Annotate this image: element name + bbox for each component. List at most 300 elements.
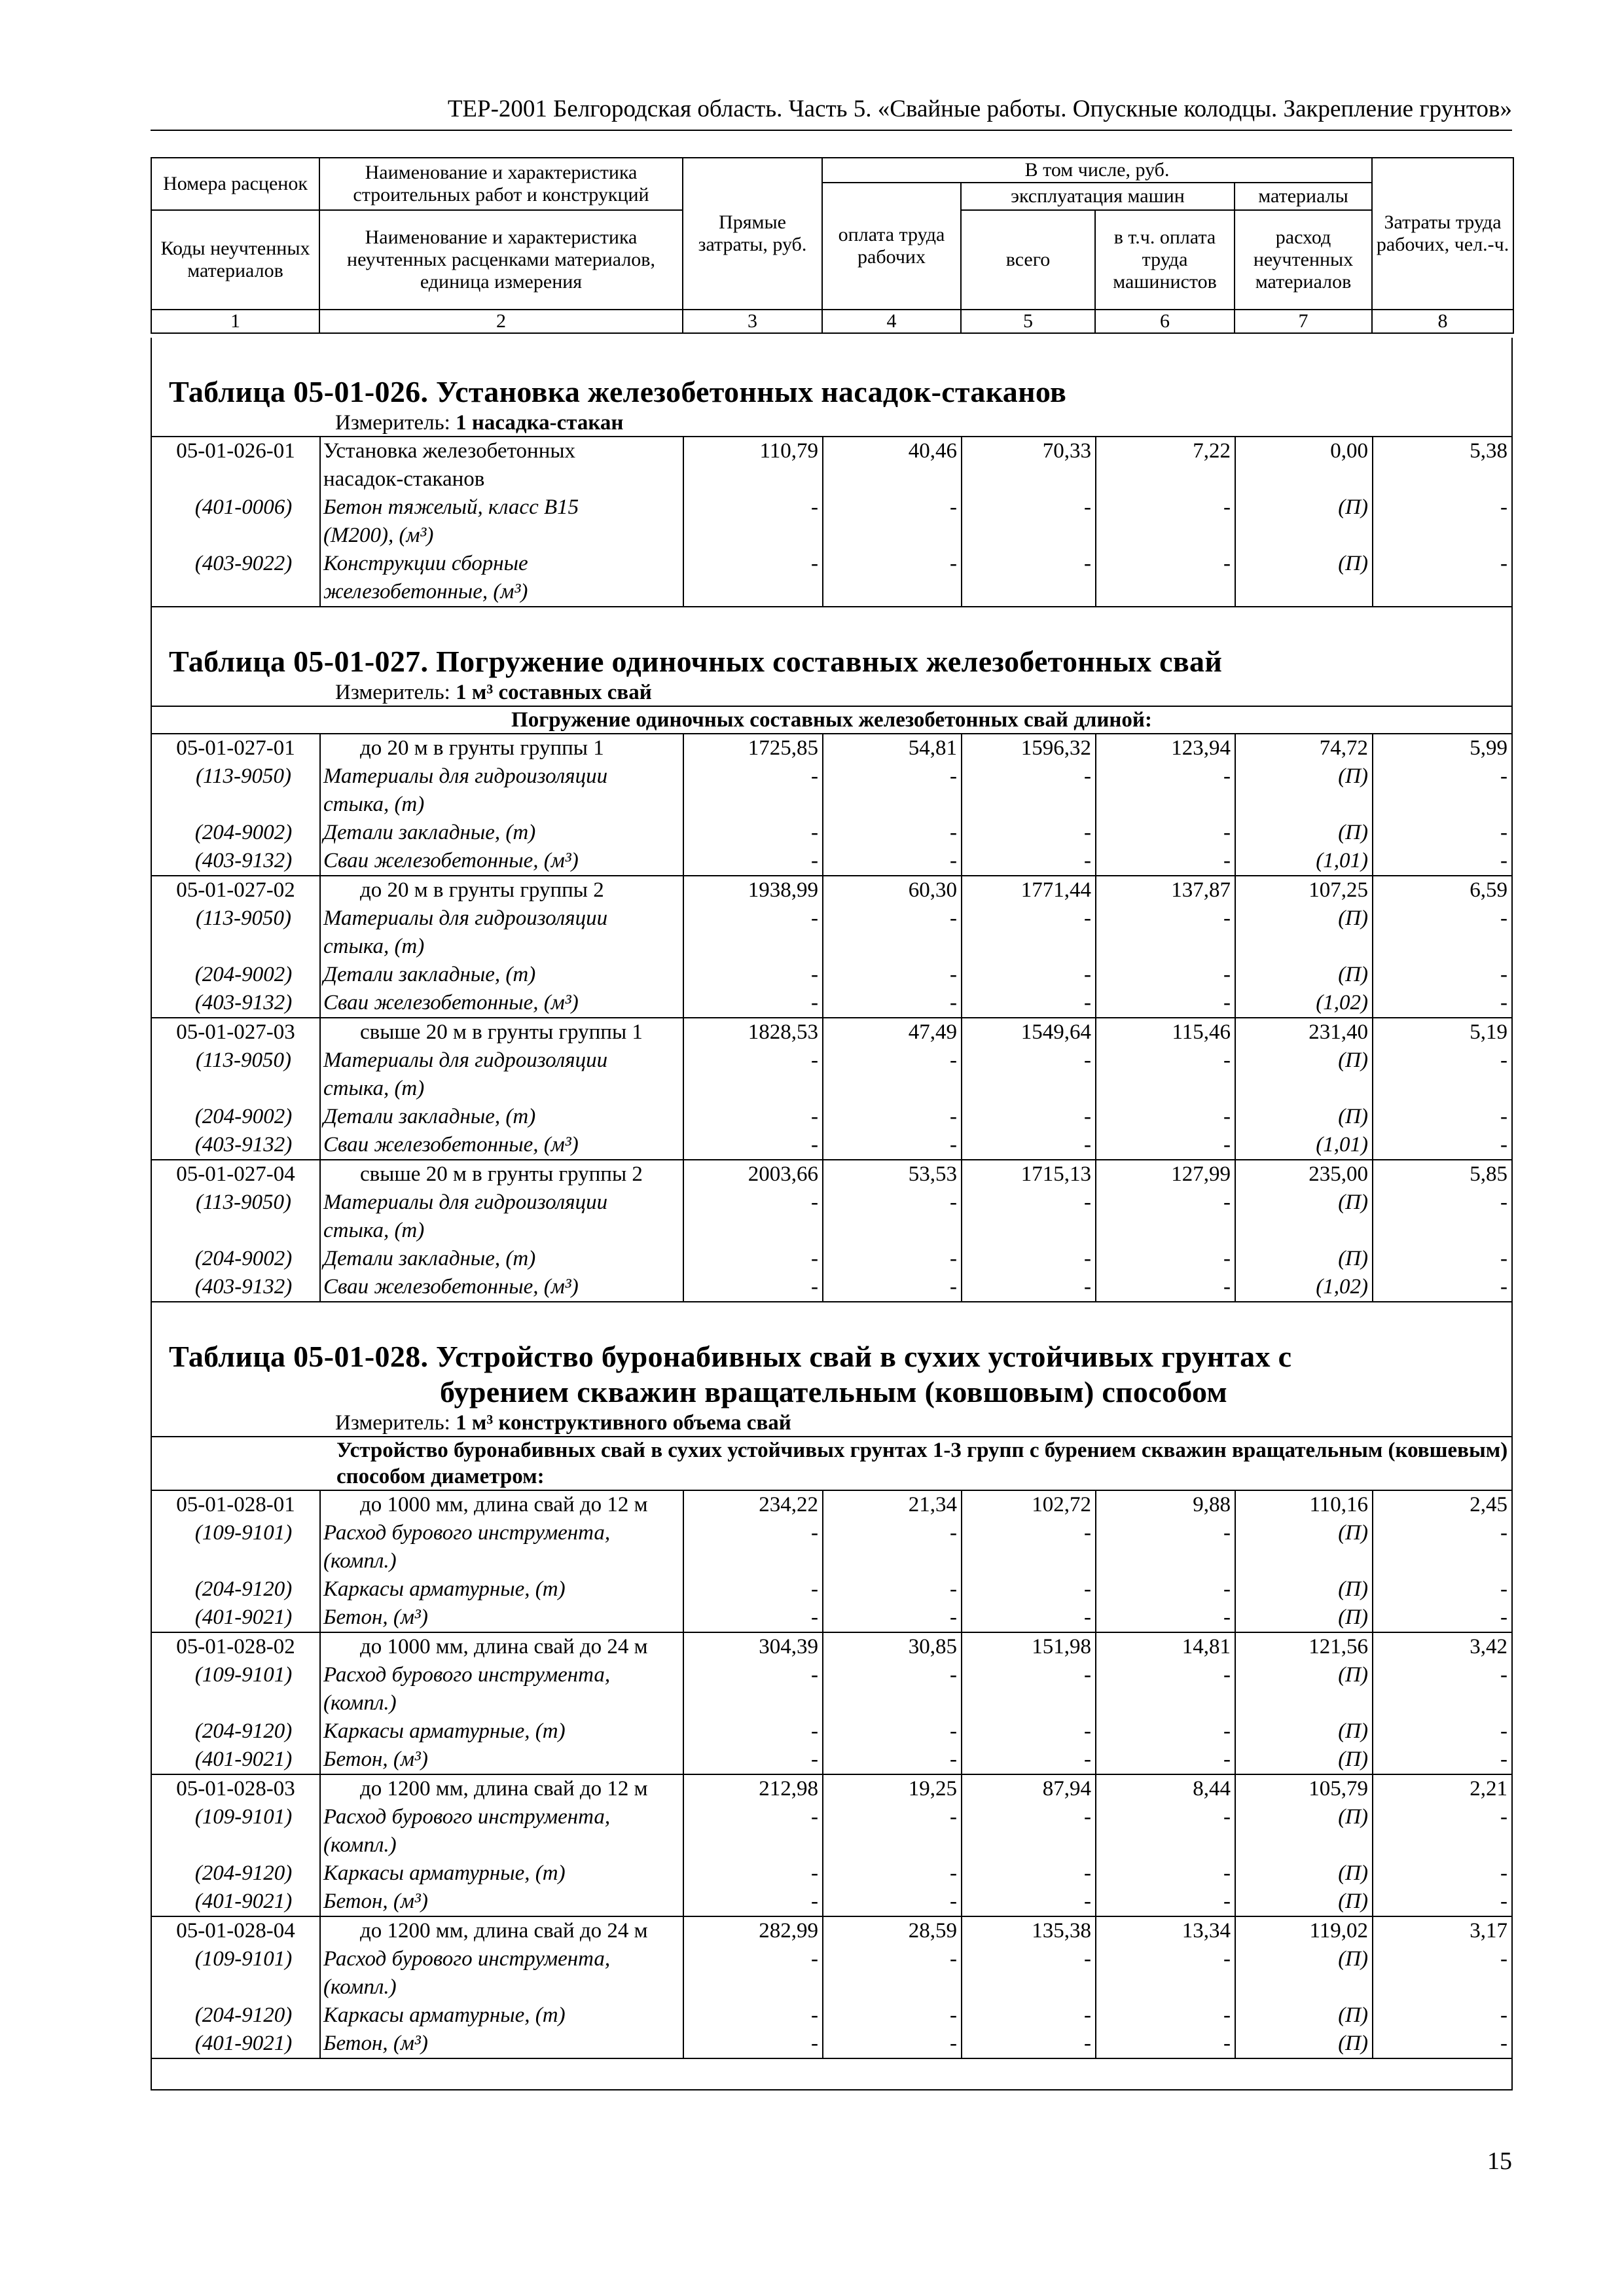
value-c7: (П) <box>1235 1746 1373 1774</box>
value-c8: - <box>1373 905 1511 961</box>
value-c8: 2,21 <box>1373 1774 1511 1803</box>
col2-header-bottom: Наименование и характеристика неучтенных расценками материалов, единица измерения <box>319 210 683 310</box>
unit-value: 1 м³ конструктивного объема свай <box>456 1411 791 1435</box>
name-line: Детали закладные, (т) <box>323 963 536 986</box>
value-c7: (П) <box>1235 1047 1373 1103</box>
material-row <box>152 819 1511 847</box>
value-c7: (П) <box>1235 1103 1373 1131</box>
value-c8: 5,99 <box>1373 734 1511 762</box>
page-number: 15 <box>1487 2147 1512 2175</box>
value-c5: 151,98 <box>962 1632 1096 1661</box>
name-line: Каркасы арматурные, (т) <box>323 2003 566 2027</box>
material-row <box>152 493 1511 550</box>
value-c7: (П) <box>1235 2001 1373 2030</box>
value-c7: (П) <box>1235 905 1373 961</box>
value-c6: - <box>1096 1803 1235 1859</box>
name-line: Расход бурового инструмента, <box>323 1805 611 1829</box>
value-c5: - <box>962 1245 1096 1273</box>
table-title <box>152 1339 1511 1410</box>
value-c3: - <box>683 1859 823 1888</box>
value-c3: - <box>683 961 823 989</box>
value-c6: - <box>1096 1661 1235 1717</box>
material-name <box>320 1945 683 2001</box>
rates-table <box>152 436 1511 607</box>
value-c3: - <box>683 1604 823 1632</box>
tables-body <box>151 338 1513 2090</box>
value-c7: (П) <box>1235 819 1373 847</box>
name-line: Детали закладные, (т) <box>323 1105 536 1128</box>
unit-line <box>152 1410 1511 1436</box>
value-c7: 74,72 <box>1235 734 1373 762</box>
value-c4: - <box>823 1131 962 1160</box>
col1-header-bottom: Коды неучтенных материалов <box>151 210 319 310</box>
value-c7: (П) <box>1235 1189 1373 1245</box>
material-code: (113-9050) <box>195 906 292 930</box>
unit-label: Измеритель: <box>335 681 450 704</box>
value-c8: 3,42 <box>1373 1632 1511 1661</box>
value-c5: 1596,32 <box>962 734 1096 762</box>
value-c6: - <box>1096 1519 1235 1575</box>
name-line: Каркасы арматурные, (т) <box>323 1861 566 1885</box>
value-c5: - <box>962 1859 1096 1888</box>
column-number-cell: 7 <box>1235 310 1372 333</box>
value-c8: - <box>1373 1575 1511 1604</box>
material-row <box>152 550 1511 607</box>
name-line: до 1000 мм, длина свай до 24 м <box>360 1635 648 1659</box>
value-c3: 1725,85 <box>683 734 823 762</box>
material-row <box>152 2030 1511 2058</box>
value-c8: - <box>1373 493 1511 550</box>
value-c4: - <box>823 1661 962 1717</box>
value-c8: 2,45 <box>1373 1490 1511 1519</box>
value-c6: - <box>1096 1945 1235 2001</box>
name-line: Бетон, (м³) <box>323 1605 428 1629</box>
value-c7: 231,40 <box>1235 1018 1373 1047</box>
value-c3: 2003,66 <box>683 1160 823 1189</box>
value-c4: - <box>823 1273 962 1302</box>
material-code: (113-9050) <box>195 1049 292 1072</box>
rate-row <box>152 734 1511 762</box>
value-c5: - <box>962 1717 1096 1746</box>
column-number-row <box>151 310 1513 333</box>
value-c7: (П) <box>1235 1717 1373 1746</box>
value-c4: - <box>823 1945 962 2001</box>
material-code: (109-9101) <box>194 1663 293 1687</box>
value-c8: - <box>1373 819 1511 847</box>
value-c4: 19,25 <box>823 1774 962 1803</box>
value-c4: - <box>823 1575 962 1604</box>
column-number-cell: 8 <box>1372 310 1513 333</box>
value-c4: - <box>823 2030 962 2058</box>
value-c5: - <box>962 1604 1096 1632</box>
material-code: (401-9021) <box>194 1748 293 1771</box>
name-line: Установка железобетонных <box>323 439 576 463</box>
materials-header: материалы <box>1235 183 1372 210</box>
value-c8: - <box>1373 2001 1511 2030</box>
material-code: (113-9050) <box>195 764 292 788</box>
table-title-text: Таблица 05-01-027. Погружение одиночных составных железобетонных свай <box>169 645 1223 678</box>
material-row <box>152 762 1511 819</box>
material-row <box>152 1103 1511 1131</box>
value-c5: - <box>962 905 1096 961</box>
value-c8: - <box>1373 550 1511 607</box>
value-c3: - <box>683 1746 823 1774</box>
name-line: до 1000 мм, длина свай до 12 м <box>360 1493 648 1516</box>
material-code: (401-0006) <box>194 495 293 519</box>
value-c5: - <box>962 762 1096 819</box>
material-code: (401-9021) <box>194 1890 293 1913</box>
table-title-text: Таблица 05-01-026. Установка железобетонных насадок-стаканов <box>169 375 1067 408</box>
material-name <box>320 1047 683 1103</box>
value-c7: 119,02 <box>1235 1916 1373 1945</box>
value-c4: - <box>823 1519 962 1575</box>
value-c5: 1549,64 <box>962 1018 1096 1047</box>
value-c4: - <box>823 1746 962 1774</box>
material-name <box>320 493 683 550</box>
name-line: Сваи железобетонные, (м³) <box>323 849 579 872</box>
work-name <box>320 1916 683 1945</box>
name-line: до 1200 мм, длина свай до 12 м <box>360 1777 648 1801</box>
value-c4: 21,34 <box>823 1490 962 1519</box>
material-name <box>320 1131 683 1160</box>
value-c6: 14,81 <box>1096 1632 1235 1661</box>
value-c6: - <box>1096 2001 1235 2030</box>
name-line: (компл.) <box>323 1691 397 1715</box>
value-c5: - <box>962 2030 1096 2058</box>
value-c6: 8,44 <box>1096 1774 1235 1803</box>
material-row <box>152 1746 1511 1774</box>
value-c7: (П) <box>1235 1604 1373 1632</box>
value-c4: 60,30 <box>823 876 962 905</box>
value-c6: 115,46 <box>1096 1018 1235 1047</box>
value-c3: - <box>683 989 823 1018</box>
name-line: Детали закладные, (т) <box>323 821 536 844</box>
value-c5: - <box>962 1047 1096 1103</box>
value-c4: - <box>823 1717 962 1746</box>
name-line: Расход бурового инструмента, <box>323 1521 611 1545</box>
value-c7: (П) <box>1235 2030 1373 2058</box>
value-c8: 5,38 <box>1373 437 1511 493</box>
value-c7: (П) <box>1235 1519 1373 1575</box>
value-c6: 7,22 <box>1096 437 1235 493</box>
value-c8: 3,17 <box>1373 1916 1511 1945</box>
value-c4: 54,81 <box>823 734 962 762</box>
work-name <box>320 1490 683 1519</box>
material-code: (204-9002) <box>194 1105 293 1128</box>
value-c4: - <box>823 2001 962 2030</box>
rate-code: 05-01-027-03 <box>152 1018 320 1047</box>
material-name <box>320 1273 683 1302</box>
material-name <box>320 1859 683 1888</box>
material-code: (401-9021) <box>152 2030 320 2058</box>
machines-header: эксплуатация машин <box>961 183 1235 210</box>
value-c5: - <box>962 1746 1096 1774</box>
value-c4: - <box>823 1047 962 1103</box>
value-c3: - <box>683 2001 823 2030</box>
name-line: (М200), (м³) <box>323 524 434 547</box>
name-line: Сваи железобетонные, (м³) <box>323 1133 579 1157</box>
material-name <box>320 1717 683 1746</box>
value-c4: 30,85 <box>823 1632 962 1661</box>
value-c3: - <box>683 762 823 819</box>
material-name <box>320 1604 683 1632</box>
value-c5: - <box>962 1575 1096 1604</box>
value-c3: - <box>683 1519 823 1575</box>
material-name <box>320 989 683 1018</box>
material-row <box>152 1859 1511 1888</box>
value-c4: - <box>823 847 962 876</box>
value-c4: - <box>823 1103 962 1131</box>
col6-header: в т.ч. оплата труда машинистов <box>1095 210 1235 310</box>
rate-row <box>152 1916 1511 1945</box>
value-c6: - <box>1096 1746 1235 1774</box>
value-c8: - <box>1373 989 1511 1018</box>
value-c8: - <box>1373 1245 1511 1273</box>
value-c5: - <box>962 819 1096 847</box>
unit-value: 1 м³ составных свай <box>456 681 652 704</box>
material-code: (403-9132) <box>194 849 293 872</box>
name-line: стыка, (т) <box>323 935 425 958</box>
value-c4: - <box>823 961 962 989</box>
column-number-cell: 4 <box>822 310 961 333</box>
material-code: (403-9022) <box>152 550 320 607</box>
rate-row <box>152 1774 1511 1803</box>
value-c8: - <box>1373 961 1511 989</box>
material-code: (109-9101) <box>194 1805 293 1829</box>
value-c3: - <box>683 2030 823 2058</box>
running-header: ТЕР-2001 Белгородская область. Часть 5. «Свайные работы. Опускные колодцы. Закрепление грунтов» <box>447 96 1512 122</box>
unit-label: Измеритель: <box>335 411 450 435</box>
col3-header: Прямые затраты, руб. <box>683 158 822 310</box>
value-c5: - <box>962 847 1096 876</box>
value-c6: 13,34 <box>1096 1916 1235 1945</box>
material-name <box>320 1803 683 1859</box>
name-line: Каркасы арматурные, (т) <box>323 1577 566 1601</box>
value-c5: - <box>962 1888 1096 1916</box>
value-c5: - <box>962 1103 1096 1131</box>
value-c3: 110,79 <box>683 437 823 493</box>
value-c8: 5,85 <box>1373 1160 1511 1189</box>
value-c8: - <box>1373 1189 1511 1245</box>
value-c7: 121,56 <box>1235 1632 1373 1661</box>
material-code: (403-9132) <box>194 991 293 1014</box>
material-code: (204-9002) <box>194 963 293 986</box>
value-c8: - <box>1373 847 1511 876</box>
value-c5: 135,38 <box>962 1916 1096 1945</box>
material-row <box>152 1273 1511 1302</box>
rate-code: 05-01-028-03 <box>152 1774 320 1803</box>
value-c8: - <box>1373 1047 1511 1103</box>
value-c3: - <box>683 1273 823 1302</box>
value-c4: - <box>823 1888 962 1916</box>
material-code: (204-9002) <box>194 1247 293 1270</box>
value-c7: (П) <box>1235 1245 1373 1273</box>
value-c3: - <box>683 1131 823 1160</box>
value-c3: - <box>683 1803 823 1859</box>
value-c6: - <box>1096 1103 1235 1131</box>
material-name <box>320 1189 683 1245</box>
value-c4: - <box>823 1604 962 1632</box>
table-title <box>152 374 1511 410</box>
value-c7: 0,00 <box>1235 437 1373 493</box>
value-c4: 28,59 <box>823 1916 962 1945</box>
material-row <box>152 847 1511 876</box>
name-line: до 1200 мм, длина свай до 24 м <box>360 1919 648 1943</box>
value-c5: - <box>962 1519 1096 1575</box>
value-c3: 304,39 <box>683 1632 823 1661</box>
name-line: Бетон тяжелый, класс В15 <box>323 495 579 519</box>
material-name <box>320 819 683 847</box>
value-c8: - <box>1373 2030 1511 2058</box>
value-c7: (1,01) <box>1235 847 1373 876</box>
material-name <box>320 1575 683 1604</box>
name-line: Материалы для гидроизоляции <box>323 906 608 930</box>
value-c8: - <box>1373 1859 1511 1888</box>
material-name <box>320 2001 683 2030</box>
value-c8: - <box>1373 1945 1511 2001</box>
name-line: Бетон, (м³) <box>323 2032 428 2055</box>
material-name <box>320 1661 683 1717</box>
value-c8: - <box>1373 1604 1511 1632</box>
value-c5: 87,94 <box>962 1774 1096 1803</box>
col2-header-top: Наименование и характеристика строительных работ и конструкций <box>319 158 683 210</box>
value-c5: - <box>962 1661 1096 1717</box>
value-c3: - <box>683 819 823 847</box>
name-line: Каркасы арматурные, (т) <box>323 1719 566 1743</box>
rate-row <box>152 876 1511 905</box>
rate-code: 05-01-026-01 <box>152 437 320 493</box>
material-name <box>320 2030 683 2058</box>
name-line: (компл.) <box>323 1975 397 1999</box>
col4-header: оплата труда рабочих <box>822 183 961 310</box>
unit-label: Измеритель: <box>335 1411 450 1435</box>
value-c3: 1828,53 <box>683 1018 823 1047</box>
name-line: Материалы для гидроизоляции <box>323 764 608 788</box>
value-c6: - <box>1096 493 1235 550</box>
rates-table <box>152 733 1511 1302</box>
value-c7: 110,16 <box>1235 1490 1373 1519</box>
name-line: (компл.) <box>323 1833 397 1857</box>
value-c4: 40,46 <box>823 437 962 493</box>
material-code: (403-9132) <box>152 1273 320 1302</box>
name-line: Бетон, (м³) <box>323 1748 428 1771</box>
rate-row <box>152 1632 1511 1661</box>
col5-header: всего <box>961 210 1095 310</box>
value-c7: 105,79 <box>1235 1774 1373 1803</box>
unit-line <box>152 410 1511 436</box>
value-c6: 137,87 <box>1096 876 1235 905</box>
value-c6: - <box>1096 961 1235 989</box>
value-c3: - <box>683 1047 823 1103</box>
work-name <box>320 1774 683 1803</box>
value-c3: - <box>683 847 823 876</box>
name-line: Бетон, (м³) <box>323 1890 428 1913</box>
name-line: Сваи железобетонные, (м³) <box>323 991 579 1014</box>
value-c8: 5,19 <box>1373 1018 1511 1047</box>
name-line: стыка, (т) <box>323 793 425 816</box>
value-c8: - <box>1373 1103 1511 1131</box>
table-title <box>152 644 1511 679</box>
rate-code: 05-01-028-02 <box>152 1632 320 1661</box>
value-c4: - <box>823 1803 962 1859</box>
value-c6: 127,99 <box>1096 1160 1235 1189</box>
material-row <box>152 1189 1511 1245</box>
material-row <box>152 1803 1511 1859</box>
value-c6: - <box>1096 1131 1235 1160</box>
value-c6: - <box>1096 847 1235 876</box>
value-c3: - <box>683 1575 823 1604</box>
work-name <box>320 734 683 762</box>
material-row <box>152 1661 1511 1717</box>
value-c6: - <box>1096 1189 1235 1245</box>
rate-row <box>152 1160 1511 1189</box>
value-c5: - <box>962 1803 1096 1859</box>
value-c6: - <box>1096 1859 1235 1888</box>
value-c6: - <box>1096 1604 1235 1632</box>
rate-code: 05-01-027-01 <box>152 734 320 762</box>
name-line: Конструкции сборные <box>323 552 528 575</box>
value-c6: - <box>1096 1245 1235 1273</box>
name-line: железобетонные, (м³) <box>323 580 528 603</box>
column-number-cell: 1 <box>151 310 319 333</box>
value-c5: 1771,44 <box>962 876 1096 905</box>
value-c6: - <box>1096 905 1235 961</box>
table-title-text: Таблица 05-01-028. Устройство буронабивных свай в сухих устойчивых грунтах с <box>169 1340 1292 1373</box>
name-line: Сваи железобетонные, (м³) <box>323 1275 579 1299</box>
value-c4: - <box>823 1189 962 1245</box>
value-c5: 70,33 <box>962 437 1096 493</box>
material-name <box>320 1245 683 1273</box>
value-c8: - <box>1373 1746 1511 1774</box>
rate-code: 05-01-028-04 <box>152 1916 320 1945</box>
name-line: свыше 20 м в грунты группы 2 <box>360 1162 643 1186</box>
value-c4: - <box>823 819 962 847</box>
value-c3: - <box>683 1717 823 1746</box>
material-row <box>152 1717 1511 1746</box>
name-line: Детали закладные, (т) <box>323 1247 536 1270</box>
material-row <box>152 1519 1511 1575</box>
column-header-table <box>151 157 1514 334</box>
rate-code: 05-01-027-04 <box>152 1160 320 1189</box>
name-line: стыка, (т) <box>323 1077 425 1100</box>
rate-row <box>152 1490 1511 1519</box>
material-code: (204-9120) <box>194 1861 293 1885</box>
value-c4: 47,49 <box>823 1018 962 1047</box>
value-c8: - <box>1373 762 1511 819</box>
value-c4: - <box>823 550 962 607</box>
material-code: (109-9101) <box>194 1947 293 1971</box>
material-name <box>320 1888 683 1916</box>
value-c7: (П) <box>1235 1661 1373 1717</box>
material-row <box>152 1888 1511 1916</box>
value-c7: 107,25 <box>1235 876 1373 905</box>
value-c3: - <box>683 1245 823 1273</box>
value-c8: - <box>1373 1273 1511 1302</box>
material-code: (403-9132) <box>194 1133 293 1157</box>
value-c7: (П) <box>1235 493 1373 550</box>
material-name <box>320 1103 683 1131</box>
column-number-cell: 6 <box>1095 310 1235 333</box>
table-subheading: Устройство буронабивных свай в сухих устойчивых грунтах 1-3 групп с бурением скважин вращательным (ковшевым) способом диаметром: <box>152 1436 1511 1490</box>
work-name <box>320 1018 683 1047</box>
value-c7: (П) <box>1235 1575 1373 1604</box>
value-c7: (1,01) <box>1235 1131 1373 1160</box>
value-c5: - <box>962 961 1096 989</box>
material-code: (204-9120) <box>194 1719 293 1743</box>
value-c5: 102,72 <box>962 1490 1096 1519</box>
material-code: (113-9050) <box>195 1191 292 1214</box>
column-number-cell: 2 <box>319 310 683 333</box>
